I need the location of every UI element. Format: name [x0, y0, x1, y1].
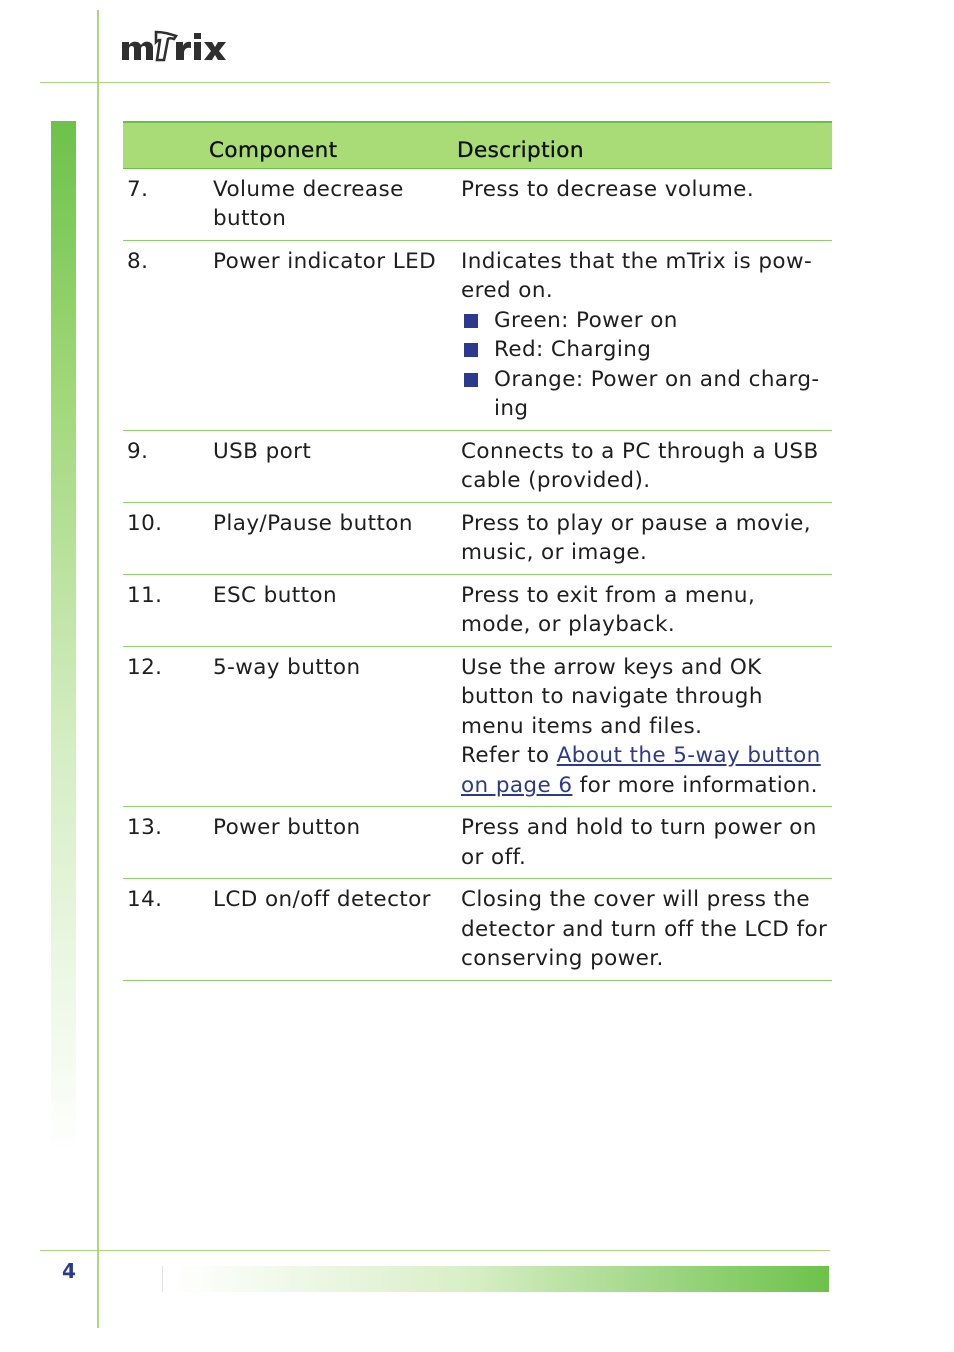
header-number [123, 122, 209, 168]
list-item-text: Red: Charging [494, 337, 652, 362]
row-number: 14. [123, 879, 209, 981]
row-number: 12. [123, 646, 209, 807]
cross-reference [461, 741, 832, 800]
row-description: Press to exit from a menu, mode, or playback. [457, 574, 832, 646]
table-row [123, 430, 832, 502]
row-number: 8. [123, 240, 209, 430]
table-row [123, 168, 832, 240]
page-number: 4 [62, 1259, 76, 1283]
ref-prefix: Refer to [461, 743, 557, 768]
header-description: Description [457, 122, 832, 168]
table-row [123, 574, 832, 646]
row-number: 9. [123, 430, 209, 502]
brand-logo [118, 22, 228, 64]
row-component: Power button [209, 807, 457, 879]
row-number: 13. [123, 807, 209, 879]
footer-gradient-bar [172, 1266, 829, 1292]
square-bullet-icon [464, 314, 478, 328]
square-bullet-icon [464, 373, 478, 387]
about-5-way-button-link[interactable]: About the 5-way button on page 6 [461, 743, 821, 798]
footer-rule [40, 1250, 830, 1251]
table-header-row [123, 122, 832, 168]
list-item-text: Green: Power on [494, 307, 678, 333]
table-row [123, 502, 832, 574]
ref-suffix: for more information. [572, 772, 818, 798]
table-row [123, 879, 832, 981]
square-bullet-icon [464, 343, 478, 357]
list-item [461, 365, 832, 424]
row-component: Volume decrease button [209, 168, 457, 240]
row-description-cell [457, 646, 832, 807]
row-component: USB port [209, 430, 457, 502]
row-component: Power indicator LED [209, 240, 457, 430]
list-item-text: Orange: Power on and charg-ing [494, 366, 820, 421]
row-component: 5-way button [209, 646, 457, 807]
row-description-cell [457, 240, 832, 430]
row-description: Indicates that the mTrix is pow-ered on. [461, 248, 813, 303]
row-number: 11. [123, 574, 209, 646]
row-number: 7. [123, 168, 209, 240]
component-table [123, 121, 832, 981]
table-row [123, 240, 832, 430]
row-description: Use the arrow keys and OK button to navigate through menu items and files. [461, 654, 763, 739]
row-component: LCD on/off detector [209, 879, 457, 981]
row-component: ESC button [209, 574, 457, 646]
header-rule [40, 82, 830, 83]
row-description: Press to decrease volume. [457, 168, 832, 240]
table-row [123, 807, 832, 879]
row-component: Play/Pause button [209, 502, 457, 574]
left-margin-rule [97, 10, 99, 1328]
table-row [123, 646, 832, 807]
header-component: Component [209, 122, 457, 168]
row-description: Press to play or pause a movie, music, or image. [457, 502, 832, 574]
footer-divider [162, 1266, 163, 1292]
led-status-list [461, 306, 832, 424]
row-number: 10. [123, 502, 209, 574]
row-description: Connects to a PC through a USB cable (provided). [457, 430, 832, 502]
side-accent-bar [51, 121, 76, 1156]
row-description: Press and hold to turn power on or off. [457, 807, 832, 879]
list-item [461, 335, 832, 365]
row-description: Closing the cover will press the detector and turn off the LCD for conserving power. [457, 879, 832, 981]
mtrix-logo-icon [118, 22, 228, 64]
list-item [461, 306, 832, 336]
